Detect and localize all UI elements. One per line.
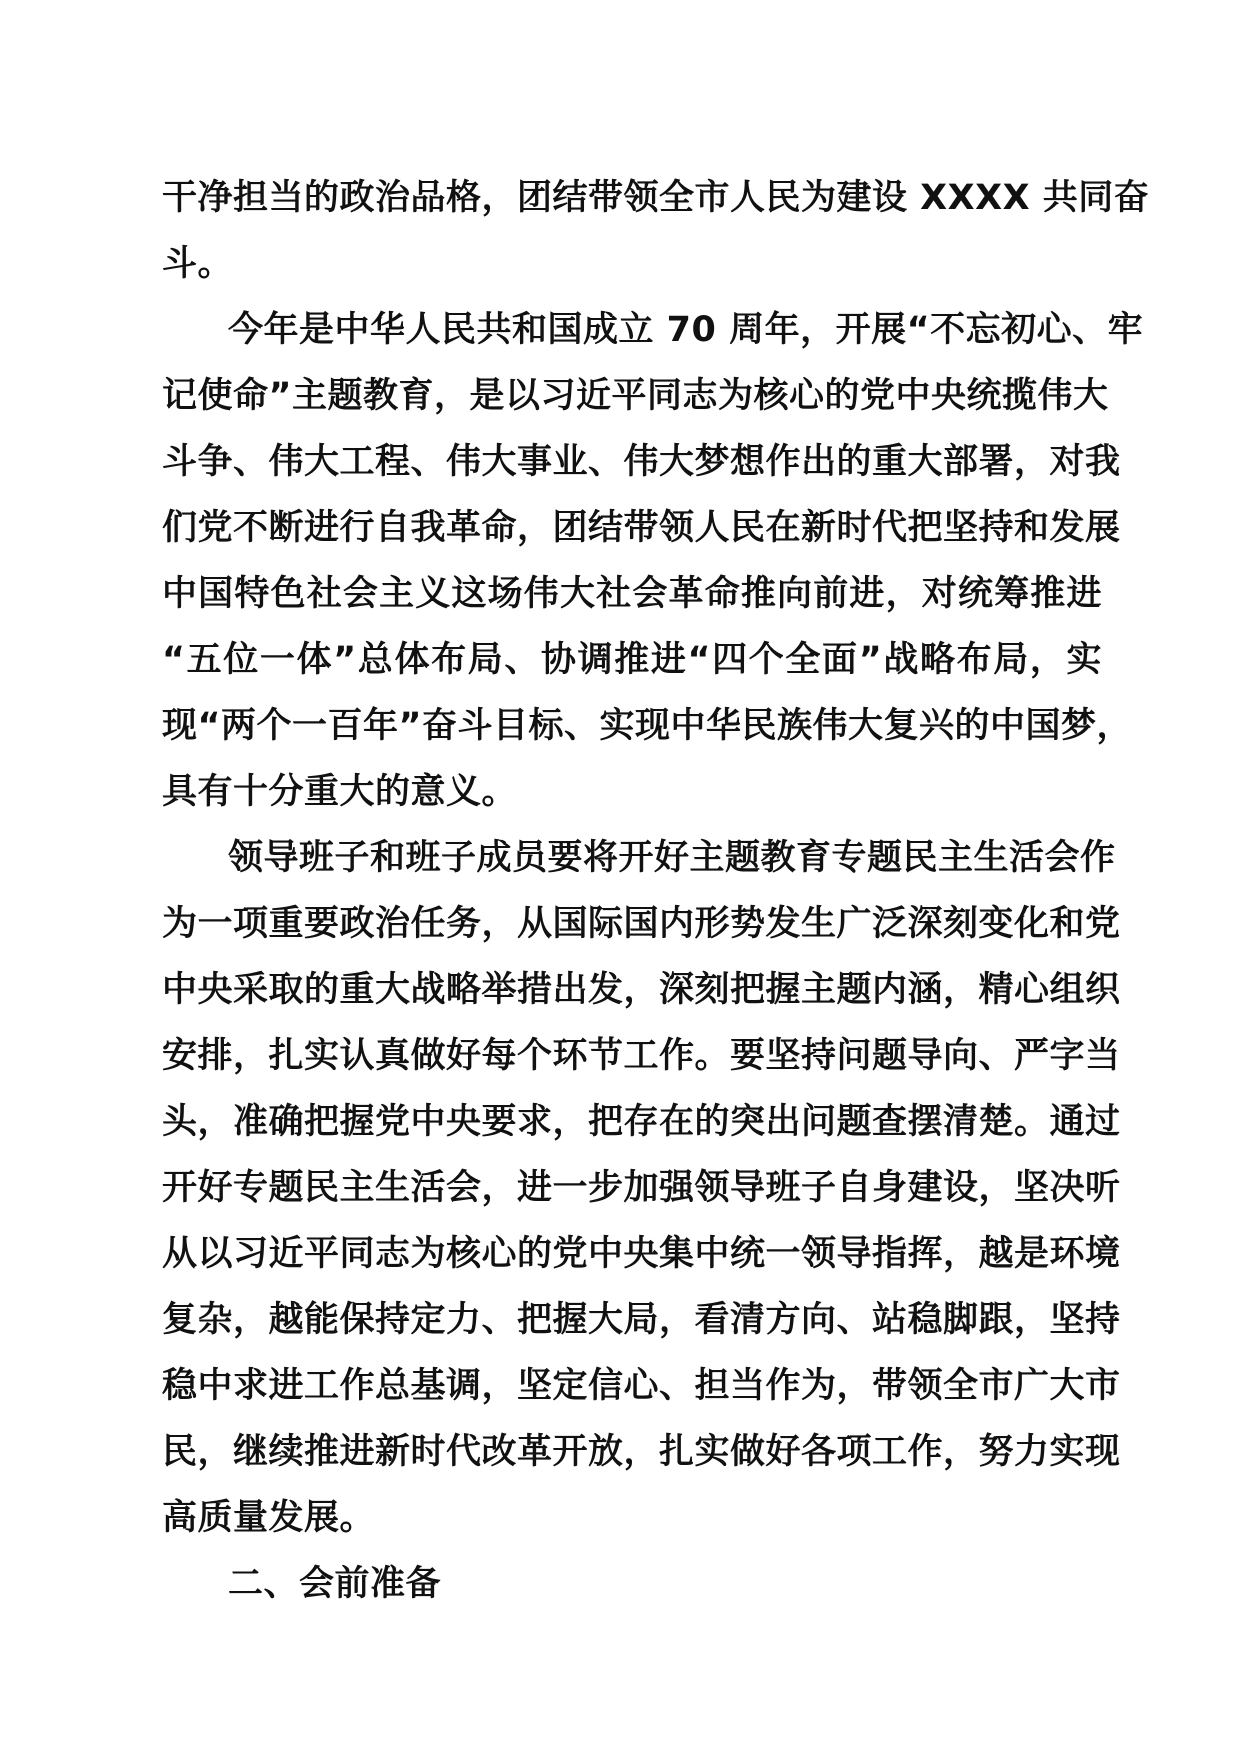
text-line: 现“两个一百年”奋斗目标、实现中华民族伟大复兴的中国梦，	[162, 706, 1133, 746]
text-line: 为一项重要政治任务，从国际国内形势发生广泛深刻变化和党	[162, 904, 1121, 944]
section-heading: 二、会前准备	[228, 1564, 442, 1604]
text-line: 具有十分重大的意义。	[162, 772, 518, 812]
text-line: 从以习近平同志为核心的党中央集中统一领导指挥，越是环境	[162, 1234, 1121, 1274]
text-line: “五位一体”总体布局、协调推进“四个全面”战略布局，实	[162, 640, 1102, 680]
text-line: 中央采取的重大战略举措出发，深刻把握主题内涵，精心组织	[162, 970, 1121, 1010]
text-line: 中国特色社会主义这场伟大社会革命推向前进，对统筹推进	[162, 574, 1102, 614]
text-line: 领导班子和班子成员要将开好主题教育专题民主生活会作	[228, 838, 1116, 878]
text-line: 民，继续推进新时代改革开放，扎实做好各项工作，努力实现	[162, 1432, 1121, 1472]
text-line: 们党不断进行自我革命，团结带领人民在新时代把坚持和发展	[162, 508, 1121, 548]
text-line: 复杂，越能保持定力、把握大局，看清方向、站稳脚跟，坚持	[162, 1300, 1121, 1340]
text-line: 开好专题民主生活会，进一步加强领导班子自身建设，坚决听	[162, 1168, 1121, 1208]
text-line: 安排，扎实认真做好每个环节工作。要坚持问题导向、严字当	[162, 1036, 1121, 1076]
text-line: 稳中求进工作总基调，坚定信心、担当作为，带领全市广大市	[162, 1366, 1121, 1406]
text-line: 记使命”主题教育，是以习近平同志为核心的党中央统揽伟大	[162, 376, 1109, 416]
text-line: 干净担当的政治品格，团结带领全市人民为建设 XXXX 共同奋	[162, 178, 1150, 218]
text-line: 斗。	[162, 244, 234, 284]
text-line: 斗争、伟大工程、伟大事业、伟大梦想作出的重大部署，对我	[162, 442, 1121, 482]
text-line: 头，准确把握党中央要求，把存在的突出问题查摆清楚。通过	[162, 1102, 1121, 1142]
text-line: 高质量发展。	[162, 1498, 376, 1538]
text-line: 今年是中华人民共和国成立 70 周年，开展“不忘初心、牢	[228, 310, 1144, 350]
